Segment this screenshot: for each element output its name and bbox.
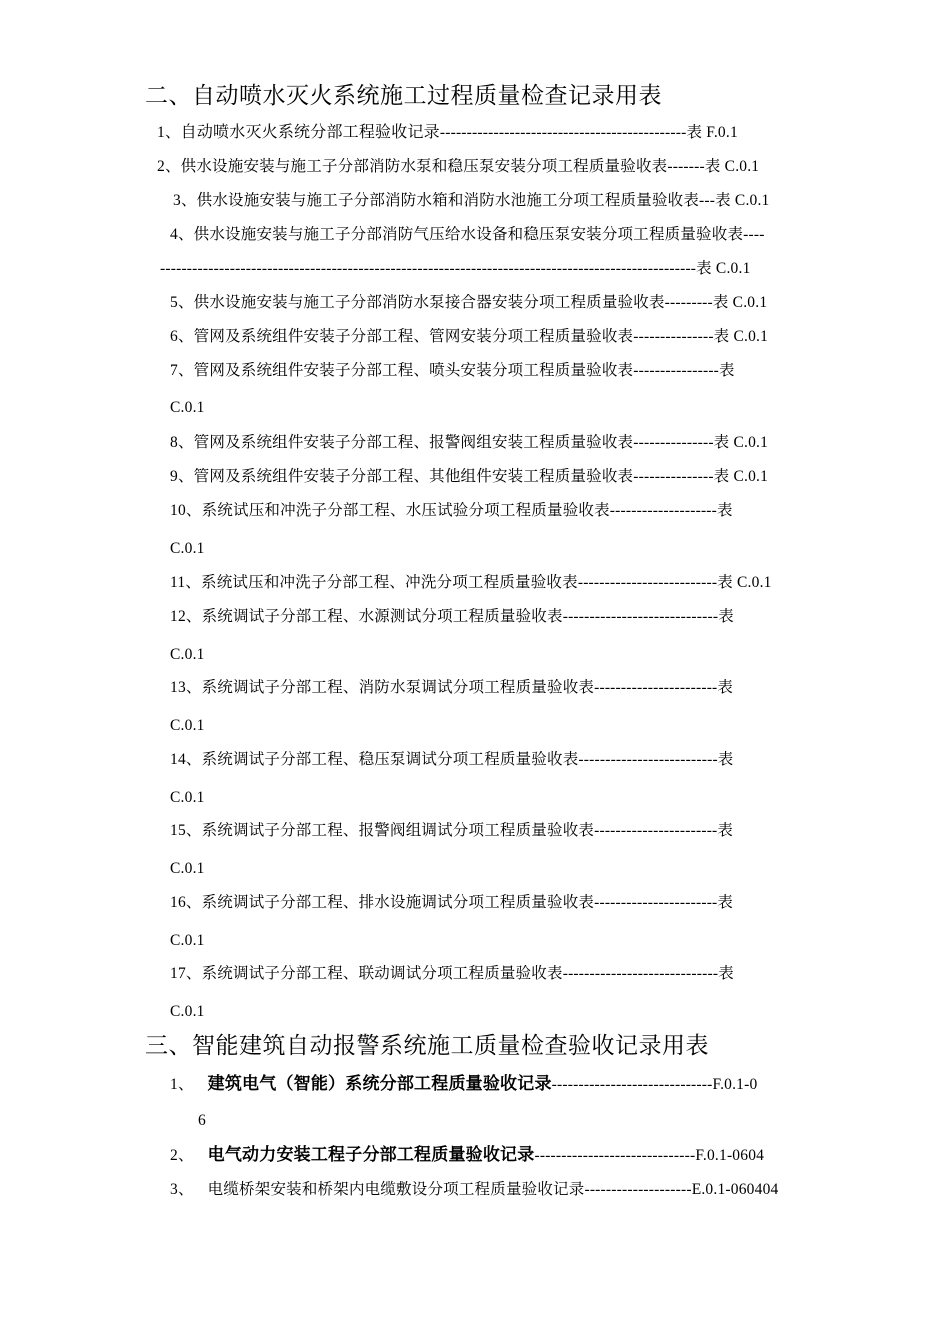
list-item-continuation: 6	[198, 1112, 206, 1129]
list-item: 5、供水设施安装与施工子分部消防水泵接合器安装分项工程质量验收表---------表 C.0.1	[170, 294, 768, 311]
item-title: 自动喷水灭火系统分部工程验收记录	[180, 122, 440, 141]
list-item: 15、系统调试子分部工程、报警阀组调试分项工程质量验收表-----------------------表	[170, 822, 734, 839]
list-item-continuation: C.0.1	[170, 932, 205, 949]
list-item-continuation: C.0.1	[170, 646, 205, 663]
section-3-heading: 三、智能建筑自动报警系统施工质量检查验收记录用表	[145, 1033, 709, 1059]
list-item-continuation: C.0.1	[170, 1003, 205, 1020]
list-item: 2、供水设施安装与施工子分部消防水泵和稳压泵安装分项工程质量验收表-------表 C.0.1	[157, 158, 760, 175]
list-item-continuation: C.0.1	[170, 540, 205, 557]
item-reference: ------------------------------F.0.1-0	[551, 1076, 758, 1093]
item-number: 1、	[157, 124, 181, 141]
list-item: 4、供水设施安装与施工子分部消防气压给水设备和稳压泵安装分项工程质量验收表----	[170, 226, 765, 243]
item-reference: ----------------------------------------------表 F.0.1	[439, 124, 738, 141]
list-item: 3、供水设施安装与施工子分部消防水箱和消防水池施工分项工程质量验收表---表 C.0.1	[173, 192, 770, 209]
list-item	[157, 122, 738, 143]
item-reference: ------------------------------F.0.1-0604	[534, 1147, 765, 1164]
item-number: 3、	[170, 1181, 194, 1198]
list-item-continuation: C.0.1	[170, 399, 205, 416]
list-item: 16、系统调试子分部工程、排水设施调试分项工程质量验收表-----------------------表	[170, 894, 734, 911]
item-text: 电缆桥架安装和桥架内电缆敷设分项工程质量验收记录--------------------E.0.1-060404	[207, 1181, 779, 1198]
item-number: 2、	[170, 1147, 194, 1164]
item-title: 建筑电气（智能）系统分部工程质量验收记录	[207, 1074, 552, 1094]
list-item: 7、管网及系统组件安装子分部工程、喷头安装分项工程质量验收表----------------表	[170, 362, 735, 379]
list-item: 11、系统试压和冲洗子分部工程、冲洗分项工程质量验收表--------------------------表 C.0.1	[170, 574, 772, 591]
list-item-continuation: C.0.1	[170, 860, 205, 877]
list-item	[170, 1074, 757, 1095]
list-item	[170, 1180, 778, 1200]
list-item: 17、系统调试子分部工程、联动调试分项工程质量验收表-----------------------------表	[170, 965, 734, 982]
list-item: 14、系统调试子分部工程、稳压泵调试分项工程质量验收表--------------------------表	[170, 751, 734, 768]
list-item: 9、管网及系统组件安装子分部工程、其他组件安装工程质量验收表---------------表 C.0.1	[170, 468, 769, 485]
item-title: 电气动力安装工程子分部工程质量验收记录	[207, 1145, 535, 1165]
list-item-continuation: C.0.1	[170, 717, 205, 734]
list-item-continuation: ----------------------------------------------------------------------------------------------------表 C.0.1	[160, 260, 751, 277]
list-item	[170, 1145, 764, 1166]
list-item: 10、系统试压和冲洗子分部工程、水压试验分项工程质量验收表--------------------表	[170, 502, 733, 519]
list-item: 12、系统调试子分部工程、水源测试分项工程质量验收表-----------------------------表	[170, 608, 734, 625]
item-number: 1、	[170, 1076, 194, 1093]
list-item: 13、系统调试子分部工程、消防水泵调试分项工程质量验收表-----------------------表	[170, 679, 734, 696]
list-item-continuation: C.0.1	[170, 789, 205, 806]
section-2-heading: 二、自动喷水灭火系统施工过程质量检查记录用表	[145, 83, 662, 109]
list-item: 6、管网及系统组件安装子分部工程、管网安装分项工程质量验收表---------------表 C.0.1	[170, 328, 769, 345]
list-item: 8、管网及系统组件安装子分部工程、报警阀组安装工程质量验收表---------------表 C.0.1	[170, 434, 769, 451]
